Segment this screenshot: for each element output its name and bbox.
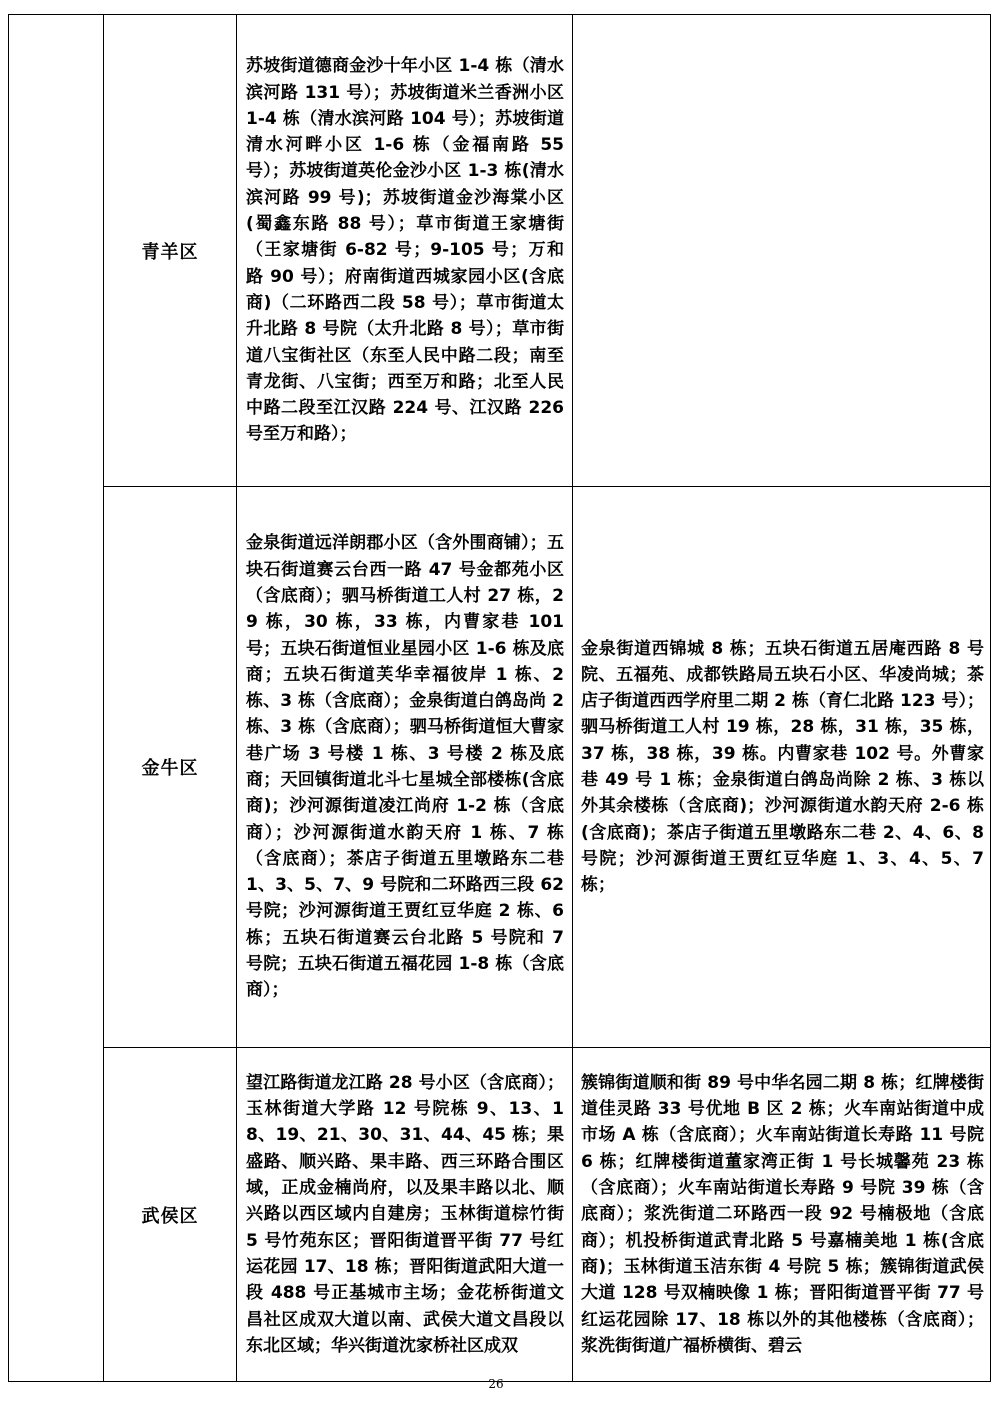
district-name: 武侯区: [141, 1205, 199, 1227]
col-b-text: 金泉街道西锦城 8 栋；五块石街道五居庵西路 8 号院、五福苑、成都铁路局五块石小区、华凌尚城；茶店子街道西西学府里二期 2 栋（育仁北路 123 号）；驷马桥街道工人村 19 栋，28 栋，31 栋，35 栋，37 栋，38 栋，39 栋。内曹家巷 102 号。外曹家巷 49 号 1 栋；金泉街道白鸽岛尚除 2 栋、3 栋以外其余楼栋（含底商)；沙河源街道水韵天府 2-6 栋(含底商)；茶店子街道五里墩路东二巷 2、4、6、8 号院；沙河源街道王贾红豆华庭 1、3、4、5、7 栋；: [581, 638, 984, 896]
col-a-cell: [237, 1048, 573, 1382]
page-number: 26: [488, 1377, 504, 1391]
district-name: 金牛区: [141, 758, 199, 779]
col-b-cell: [573, 487, 991, 1048]
table-row: [9, 1048, 991, 1382]
district-table: [8, 14, 991, 1382]
col-b-cell: [573, 1048, 991, 1382]
district-name: 青羊区: [141, 241, 199, 263]
col-b-cell: [573, 15, 991, 487]
district-name-cell: [104, 1048, 237, 1382]
col-a-text: 望江路街道龙江路 28 号小区（含底商）；玉林街道大学路 12 号院栋 9、13、18、19、21、30、31、44、45 栋；果盛路、顺兴路、果丰路、西三环路合围区域，正成金楠尚府，以及果丰路以北、顺兴路以西区域内自建房；玉林街道棕竹街 5 号竹苑东区；晋阳街道晋平街 77 号红运花园 17、18 栋；晋阳街道武阳大道一段 488 号正基城市主场；金花桥街道文昌社区成双大道以南、武侯大道文昌段以东北区域；华兴街道沈家桥社区成双: [246, 1072, 564, 1356]
merged-first-column-cell: [9, 15, 104, 1382]
table-row: [9, 15, 991, 487]
col-a-cell: [237, 487, 573, 1048]
table-row: [9, 487, 991, 1048]
col-a-text: 金泉街道远洋朗郡小区（含外围商铺）；五块石街道赛云台西一路 47 号金都苑小区（含底商）；驷马桥街道工人村 27 栋，29 栋，30 栋，33 栋，内曹家巷 101 号；五块石街道恒业星园小区 1-6 栋及底商；五块石街道芙华幸福彼岸 1 栋、2 栋、3 栋（含底商）；金泉街道白鸽岛尚 2 栋、3 栋（含底商）；驷马桥街道恒大曹家巷广场 3 号楼 1 栋、3 号楼 2 栋及底商；天回镇街道北斗七星城全部楼栋(含底商)；沙河源街道凌江尚府 1-2 栋（含底商）；沙河源街道水韵天府 1 栋、7 栋（含底商）；茶店子街道五里墩路东二巷 1、3、5、7、9 号院和二环路西三段 62 号院；沙河源街道王贾红豆华庭 2 栋、6 栋；五块石街道赛云台北路 5 号院和 7 号院；五块石街道五福花园 1-8 栋（含底商）；: [246, 533, 564, 1001]
col-a-cell: [237, 15, 573, 487]
district-name-cell: [104, 487, 237, 1048]
district-name-cell: [104, 15, 237, 487]
col-b-text: 簇锦街道顺和街 89 号中华名园二期 8 栋；红牌楼街道佳灵路 33 号优地 B 区 2 栋；火车南站街道中成市场 A 栋（含底商）；火车南站街道长寿路 11 号院 6 栋；红牌楼街道董家湾正街 1 号长城馨苑 23 栋（含底商）；火车南站街道长寿路 9 号院 39 栋（含底商）；浆洗街道二环路西一段 92 号楠极地（含底商）；机投桥街道武青北路 5 号嘉楠美地 1 栋(含底商)；玉林街道玉洁东街 4 号院 5 栋；簇锦街道武侯大道 128 号双楠映像 1 栋；晋阳街道晋平街 77 号红运花园除 17、18 栋以外的其他楼栋（含底商）；浆洗街街道广福桥横街、碧云: [581, 1072, 984, 1356]
col-a-text: 苏坡街道德商金沙十年小区 1-4 栋（清水滨河路 131 号）；苏坡街道米兰香洲小区 1-4 栋（清水滨河路 104 号）；苏坡街道清水河畔小区 1-6 栋（金福南路 55 号）；苏坡街道英伦金沙小区 1-3 栋(清水滨河路 99 号)；苏坡街道金沙海棠小区(蜀鑫东路 88 号）；草市街道王家塘街（王家塘街 6-82 号；9-105 号；万和路 90 号）；府南街道西城家园小区(含底商)（二环路西二段 58 号）；草市街道太升北路 8 号院（太升北路 8 号）；草市街道八宝街社区（东至人民中路二段；南至青龙街、八宝街；西至万和路；北至人民中路二段至江汉路 224 号、江汉路 226 号至万和路）；: [246, 56, 564, 445]
